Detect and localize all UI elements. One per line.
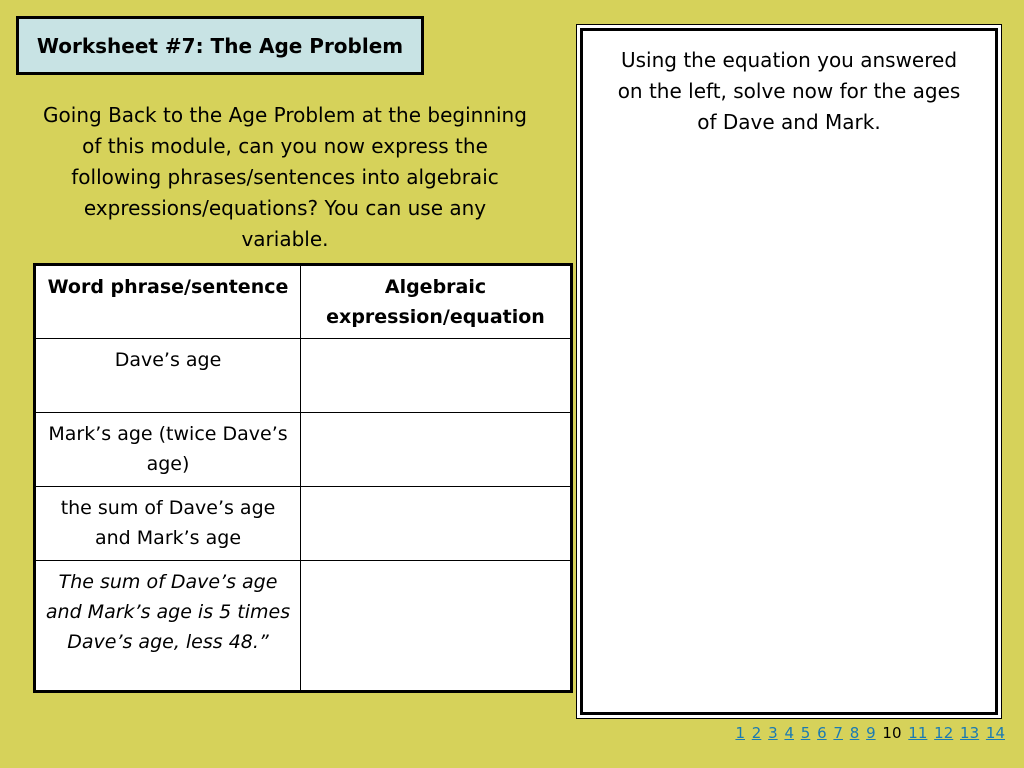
answer-panel-text: Using the equation you answered on the left, solve now for the ages of Dave and Mark.: [617, 48, 961, 134]
intro-text: Going Back to the Age Problem at the beginning of this module, can you now express the following phrases/sentences into algebraic expressions/equations? You can use any variable.: [43, 103, 527, 251]
answer-panel: [576, 24, 1002, 719]
page-link-14[interactable]: 14: [985, 724, 1005, 742]
table-row: [35, 487, 572, 561]
expression-cell[interactable]: [301, 413, 572, 487]
expression-cell[interactable]: [301, 561, 572, 692]
phrase-cell: Dave’s age: [35, 339, 301, 413]
header-algebraic-expression: Algebraic expression/equation: [301, 265, 572, 339]
page-link-2[interactable]: 2: [751, 724, 762, 742]
page-link-8[interactable]: 8: [849, 724, 860, 742]
expression-cell[interactable]: [301, 339, 572, 413]
page-link-13[interactable]: 13: [960, 724, 980, 742]
page-link-3[interactable]: 3: [768, 724, 778, 742]
page-link-7[interactable]: 7: [833, 724, 843, 742]
page-link-4[interactable]: 4: [784, 724, 794, 742]
table-row: [35, 413, 572, 487]
page-link-1[interactable]: 1: [735, 724, 745, 742]
table-row: [35, 339, 572, 413]
page-link-12[interactable]: 12: [934, 724, 954, 742]
header-word-phrase: Word phrase/sentence: [35, 265, 301, 339]
current-page: 10: [882, 724, 902, 742]
phrase-cell: The sum of Dave’s age and Mark’s age is 5 times Dave’s age, less 48.”: [35, 561, 301, 692]
page-link-9[interactable]: 9: [866, 724, 876, 742]
phrase-cell: Mark’s age (twice Dave’s age): [35, 413, 301, 487]
age-problem-table: [33, 263, 573, 693]
worksheet-title-text: Worksheet #7: The Age Problem: [36, 33, 404, 58]
phrase-cell: the sum of Dave’s age and Mark’s age: [35, 487, 301, 561]
page-link-6[interactable]: 6: [817, 724, 827, 742]
answer-panel-inner[interactable]: [580, 28, 998, 715]
table-header-row: [35, 265, 572, 339]
page-navigation: [734, 724, 1006, 742]
expression-cell[interactable]: [301, 487, 572, 561]
worksheet-title: [16, 16, 424, 75]
page-link-5[interactable]: 5: [800, 724, 811, 742]
table-row: [35, 561, 572, 692]
page-link-11[interactable]: 11: [908, 724, 928, 742]
